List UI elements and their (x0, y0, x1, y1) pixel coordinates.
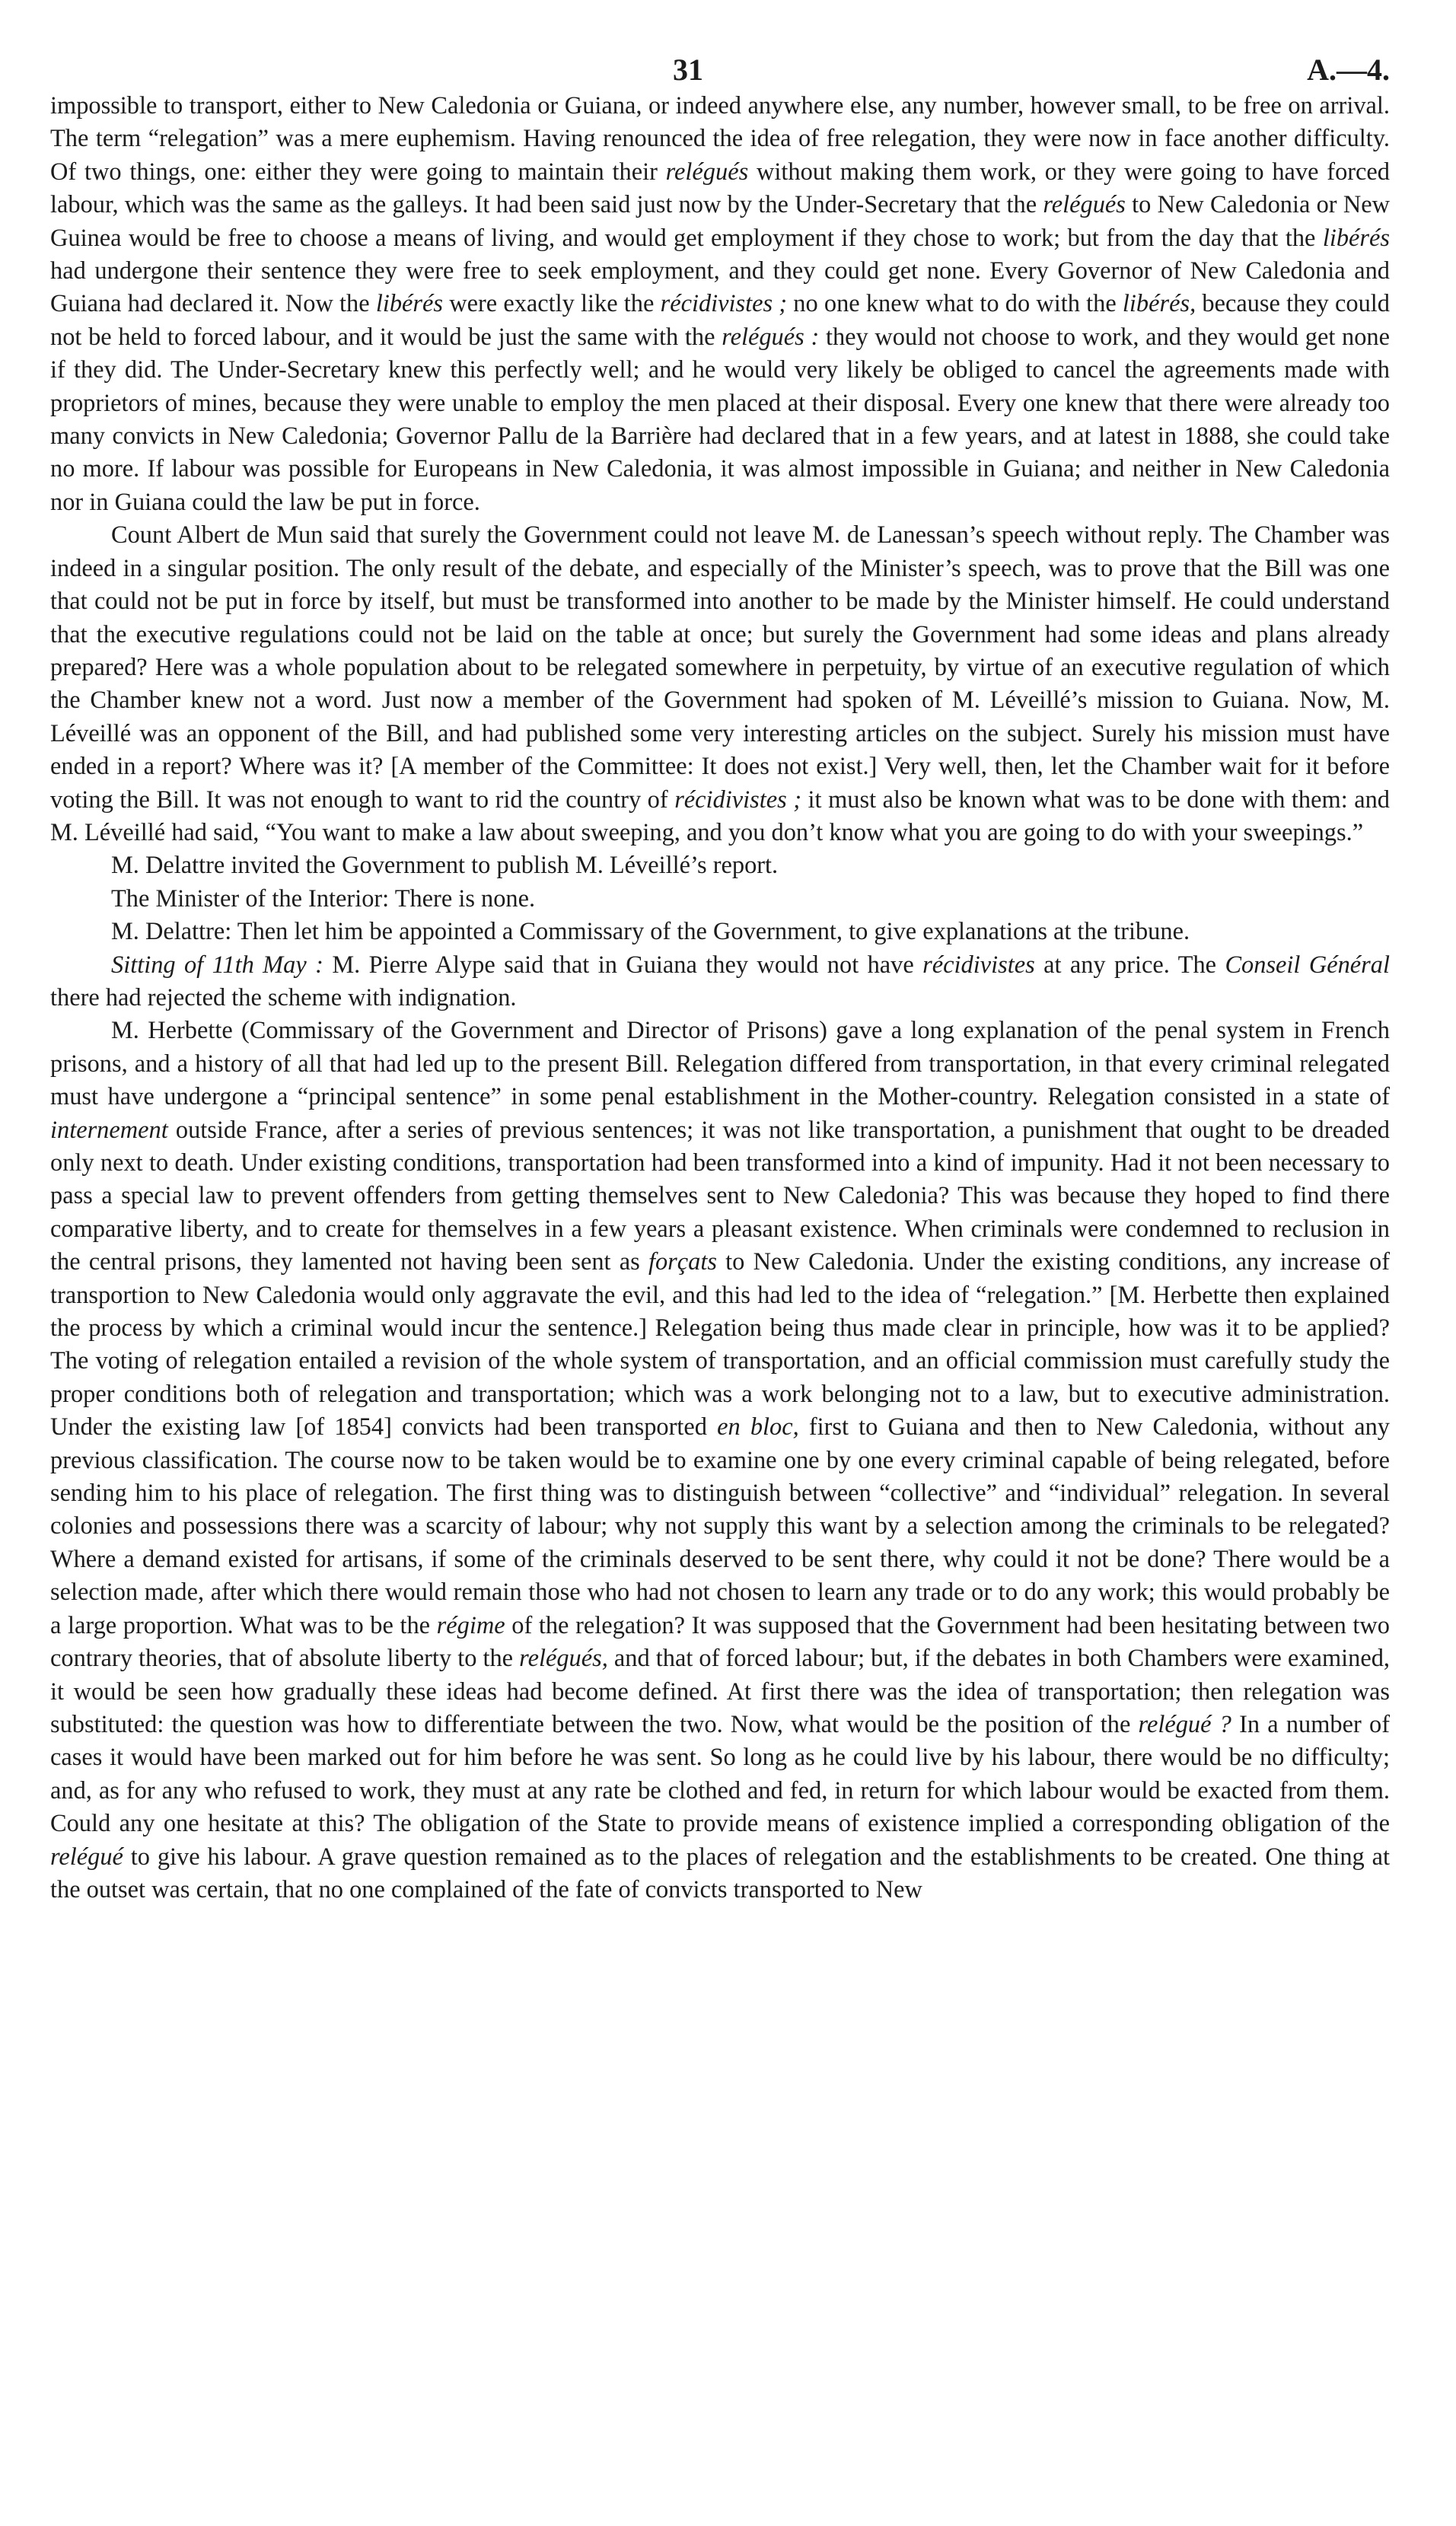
text-run: first to Guiana and then to New Caledonia, without any previous classification. The course now to be taken would be to examine one by one every criminal capable of being relegated, before sending him to his place of relegation. The first thing was to distinguish between “collective” and “individual” relegation. In several colonies and possessions there was a scarcity of labour; why not supply this want by a selection among the criminals to be relegated? Where a demand existed for artisans, if some of the criminals deserved to be sent there, why could it not be done? There would be a selection made, after which there would remain those who had not chosen to learn any trade or to do any work; this would probably be a large proportion. What was to be the (50, 1413, 1390, 1639)
text-run: without making them work, or they were going to have forced labour, which was the same as the galleys. It had been said just now by the Under-Secretary that the (50, 158, 1390, 219)
paragraph (50, 883, 1390, 916)
text-run: impossible to transport, either to New Caledonia or Guiana, or indeed anywhere else, any number, however small, to be free on arrival. The term “relegation” was a mere euphemism. Having renounced the idea of free relegation, they were now in face another difficulty. Of two things, one: either they were going to maintain their (50, 92, 1390, 186)
text-run: to give his labour. A grave question remained as to the places of relegation and the establishments to be created. One thing at the outset was certain, that no one complained of the fate of convicts transported to New (50, 1843, 1390, 1903)
italic-text-run: libérés (1322, 224, 1390, 252)
italic-text-run: relégué ? (1138, 1710, 1231, 1738)
text-run: it must also be known what was to be done with them: and M. Léveillé had said, “You want to make a law about sweeping, and you don’t know what you are going to do with your sweepings.” (50, 785, 1390, 846)
text-run: of the relegation? It was supposed that the Government had been hesitating between two contrary theories, that of absolute liberty to the (50, 1611, 1390, 1673)
text-run: In a number of cases it would have been marked out for him before he was sent. So long as he could live by his labour, there would be no difficulty; and, as for any who refused to work, they must at any rate be clothed and fed, in return for which labour would be exacted from them. Could any one hesitate at this? The obligation of the State to provide means of existence implied a corresponding obligation of the (50, 1710, 1390, 1838)
text-run: outside France, after a series of previous sentences; it was not like transportation, a punishment that ought to be dreaded only next to death. Under existing conditions, transportation had been transformed into a kind of impunity. Had it not been necessary to pass a special law to prevent offenders from getting themselves sent to New Caledonia? This was because they hoped to find there comparative liberty, and to create for themselves in a few years a pleasant existence. When criminals were condemned to reclusion in the central prisons, they lamented not having been sent as (50, 1116, 1390, 1276)
text-run: there had rejected the scheme with indignation. (50, 983, 517, 1011)
body-text (50, 90, 1390, 1906)
italic-text-run: relégués : (722, 323, 820, 351)
text-run: Count Albert de Mun said that surely the Government could not leave M. de Lanessan’s speech without reply. The Chamber was indeed in a singular position. The only result of the debate, and especially of the Minister’s speech, was to prove that the Bill was one that could not be put in force by itself, but must be transformed into another to be made by the Minister himself. He could understand that the executive regulations could not be laid on the table at once; but surely the Government had some ideas and plans already prepared? Here was a whole population about to be relegated somewhere in perpetuity, by virtue of an executive regulation of which the Chamber knew not a word. Just now a member of the Government had spoken of M. Léveillé’s mission to Guiana. Now, M. Léveillé was an opponent of the Bill, and had published some very interesting articles on the subject. Surely his mission must have ended in a report? Where was it? [A member of the Committee: It does not exist.] Very well, then, let the Chamber wait for it before voting the Bill. It was not enough to want to rid the country of (50, 521, 1390, 814)
page-number: 31 (673, 53, 703, 87)
italic-text-run: Conseil Général (1225, 951, 1390, 979)
text-run: to New Caledonia or New Guinea would be free to choose a means of living, and would get employment if they chose to work; but from the day that the (50, 191, 1390, 252)
italic-text-run: en bloc, (717, 1413, 799, 1441)
paragraph (50, 90, 1390, 519)
text-run: M. Delattre: Then let him be appointed a Commissary of the Government, to give explanations at the tribune. (111, 918, 1190, 946)
italic-text-run: libérés (375, 290, 443, 318)
paragraph (50, 849, 1390, 882)
italic-text-run: récidivistes ; (674, 785, 802, 814)
paragraph (50, 519, 1390, 849)
italic-text-run: internement (50, 1116, 168, 1144)
text-run: had undergone their sentence they were free to seek employment, and they could get none. Every Governor of New Caledonia and Guiana had declared it. Now the (50, 257, 1390, 318)
italic-text-run: récidivistes ; (660, 290, 788, 318)
paragraph (50, 949, 1390, 1015)
italic-text-run: relégué (50, 1843, 123, 1871)
text-run: and that of forced labour; but, if the debates in both Chambers were examined, it would be seen how gradually these ideas had become defined. At first there was the idea of transportation; then relegation was substituted: the question was how to differentiate between the two. Now, what would be the position of the (50, 1645, 1391, 1738)
text-run: M. Pierre Alype said that in Guiana they would not have (323, 951, 923, 979)
italic-text-run: forçats (648, 1248, 717, 1276)
italic-text-run: Sitting of 11th May : (111, 951, 323, 979)
text-run: at any price. The (1034, 951, 1225, 979)
text-run: The Minister of the Interior: There is none. (111, 884, 536, 913)
document-page (50, 30, 1390, 2504)
text-run: they would not choose to work, and they would get none if they did. The Under-Secretary knew this perfectly well; and he would very likely be obliged to cancel the agreements made with proprietors of mines, because they were unable to employ the men placed at their disposal. Every one knew that there were already too many convicts in New Caledonia; Governor Pallu de la Barrière had declared that in a few years, and at latest in 1888, she could take no more. If labour was possible for Europeans in New Caledonia, it was almost impossible in Guiana; and neither in New Caledonia nor in Guiana could the law be put in force. (50, 323, 1390, 516)
text-run: because they could not be held to forced labour, and it would be just the same with the (50, 290, 1390, 351)
paragraph (50, 1015, 1390, 1906)
italic-text-run: libérés, (1122, 290, 1196, 318)
page-header (50, 30, 1390, 90)
italic-text-run: relégués (1043, 191, 1126, 219)
italic-text-run: régime (436, 1611, 505, 1639)
document-reference: A.—4. (1307, 53, 1390, 87)
italic-text-run: récidivistes (922, 951, 1035, 979)
text-run: no one knew what to do with the (787, 290, 1123, 318)
text-run: M. Delattre invited the Government to publish M. Léveillé’s report. (111, 852, 779, 880)
italic-text-run: relégués (665, 158, 749, 186)
paragraph (50, 916, 1390, 948)
text-run: to New Caledonia. Under the existing conditions, any increase of transportion to New Caledonia would only aggravate the evil, and this had led to the idea of “relegation.” [M. Herbette then explained the process by which a criminal would incur the sentence.] Relegation being thus made clear in principle, how was it to be applied? The voting of relegation entailed a revision of the whole system of transportation, and an official commission must carefully study the proper conditions both of relegation and transportation; which was a work belonging not to a law, but to executive administration. Under the existing law [of 1854] convicts had been transported (50, 1248, 1390, 1441)
text-run: M. Herbette (Commissary of the Government and Director of Prisons) gave a long explanation of the penal system in French prisons, and a history of all that had led up to the present Bill. Relegation differed from transportation, in that every criminal relegated must have undergone a “principal sentence” in some penal establishment in the Mother-country. Relegation consisted in a state of (50, 1017, 1390, 1111)
italic-text-run: relégués, (519, 1645, 608, 1673)
text-run: were exactly like the (443, 290, 661, 318)
